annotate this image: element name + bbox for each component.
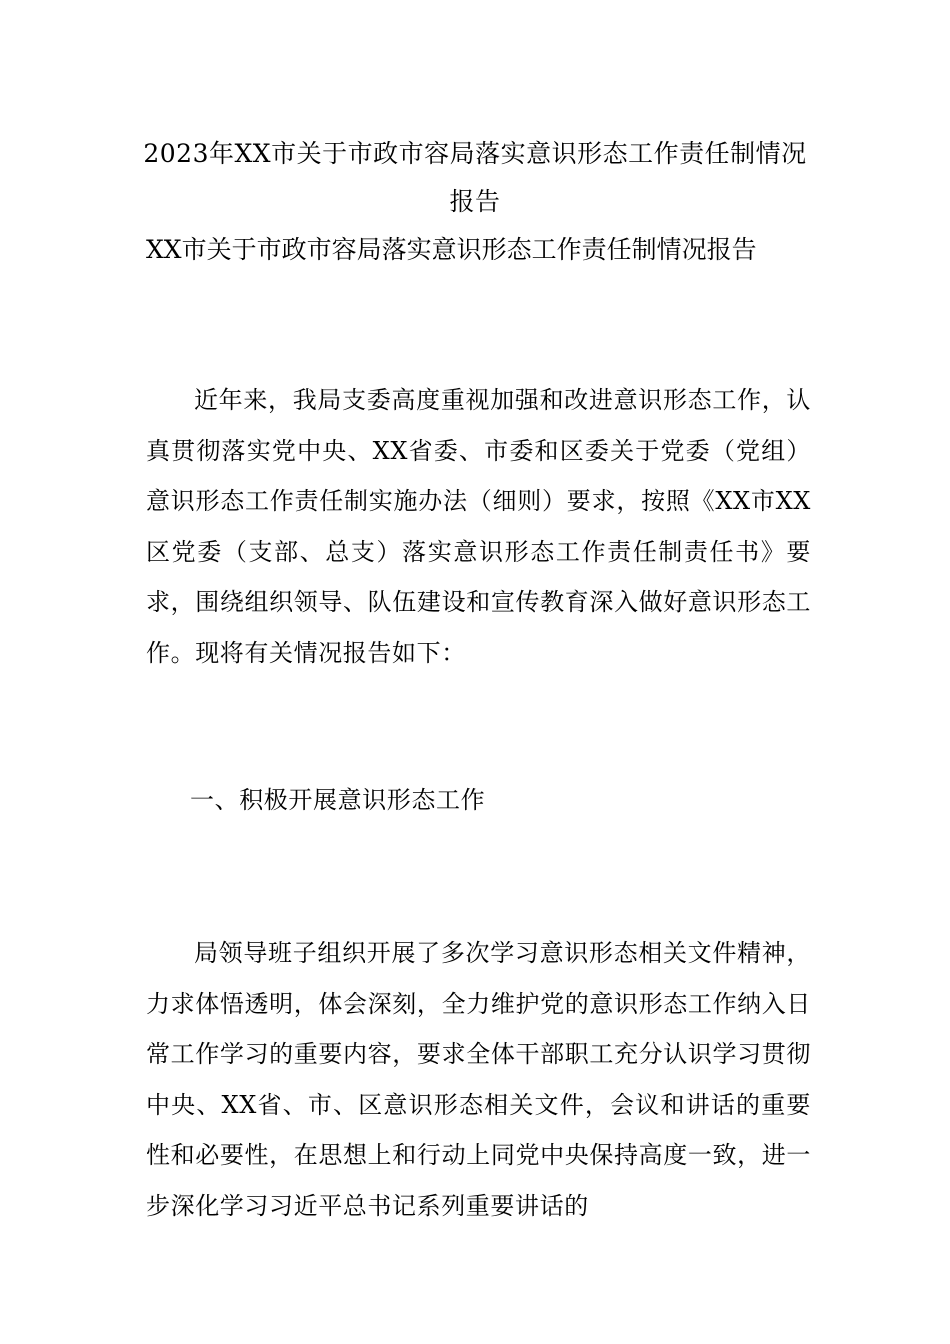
section-paragraph: 局领导班子组织开展了多次学习意识形态相关文件精神，力求体悟透明，体会深刻，全力维护党的意识形态工作纳入日常工作学习的重要内容，要求全体干部职工充分认识学习贯彻中央、XX省、市、区意识形态相关文件，会议和讲话的重要性和必要性，在思想上和行动上同党中央保持高度一致，进一步深化学习习近平总书记系列重要讲话的 (146, 939, 811, 1220)
document-title: 2023年XX市关于市政市容局落实意识形态工作责任制情况报告 (143, 139, 807, 216)
intro-paragraph: 近年来，我局支委高度重视加强和改进意识形态工作，认真贯彻落实党中央、XX省委、市委和区委关于党委（党组）意识形态工作责任制实施办法（细则）要求，按照《XX市XX区党委（支部、总支）落实意识形态工作责任制责任书》要求，围绕组织领导、队伍建设和宣传教育深入做好意识形态工作。现将有关情况报告如下： (146, 386, 811, 667)
section-heading: 一、积极开展意识形态工作 (190, 786, 486, 814)
document-subtitle: XX市关于市政市容局落实意识形态工作责任制情况报告 (146, 235, 757, 264)
